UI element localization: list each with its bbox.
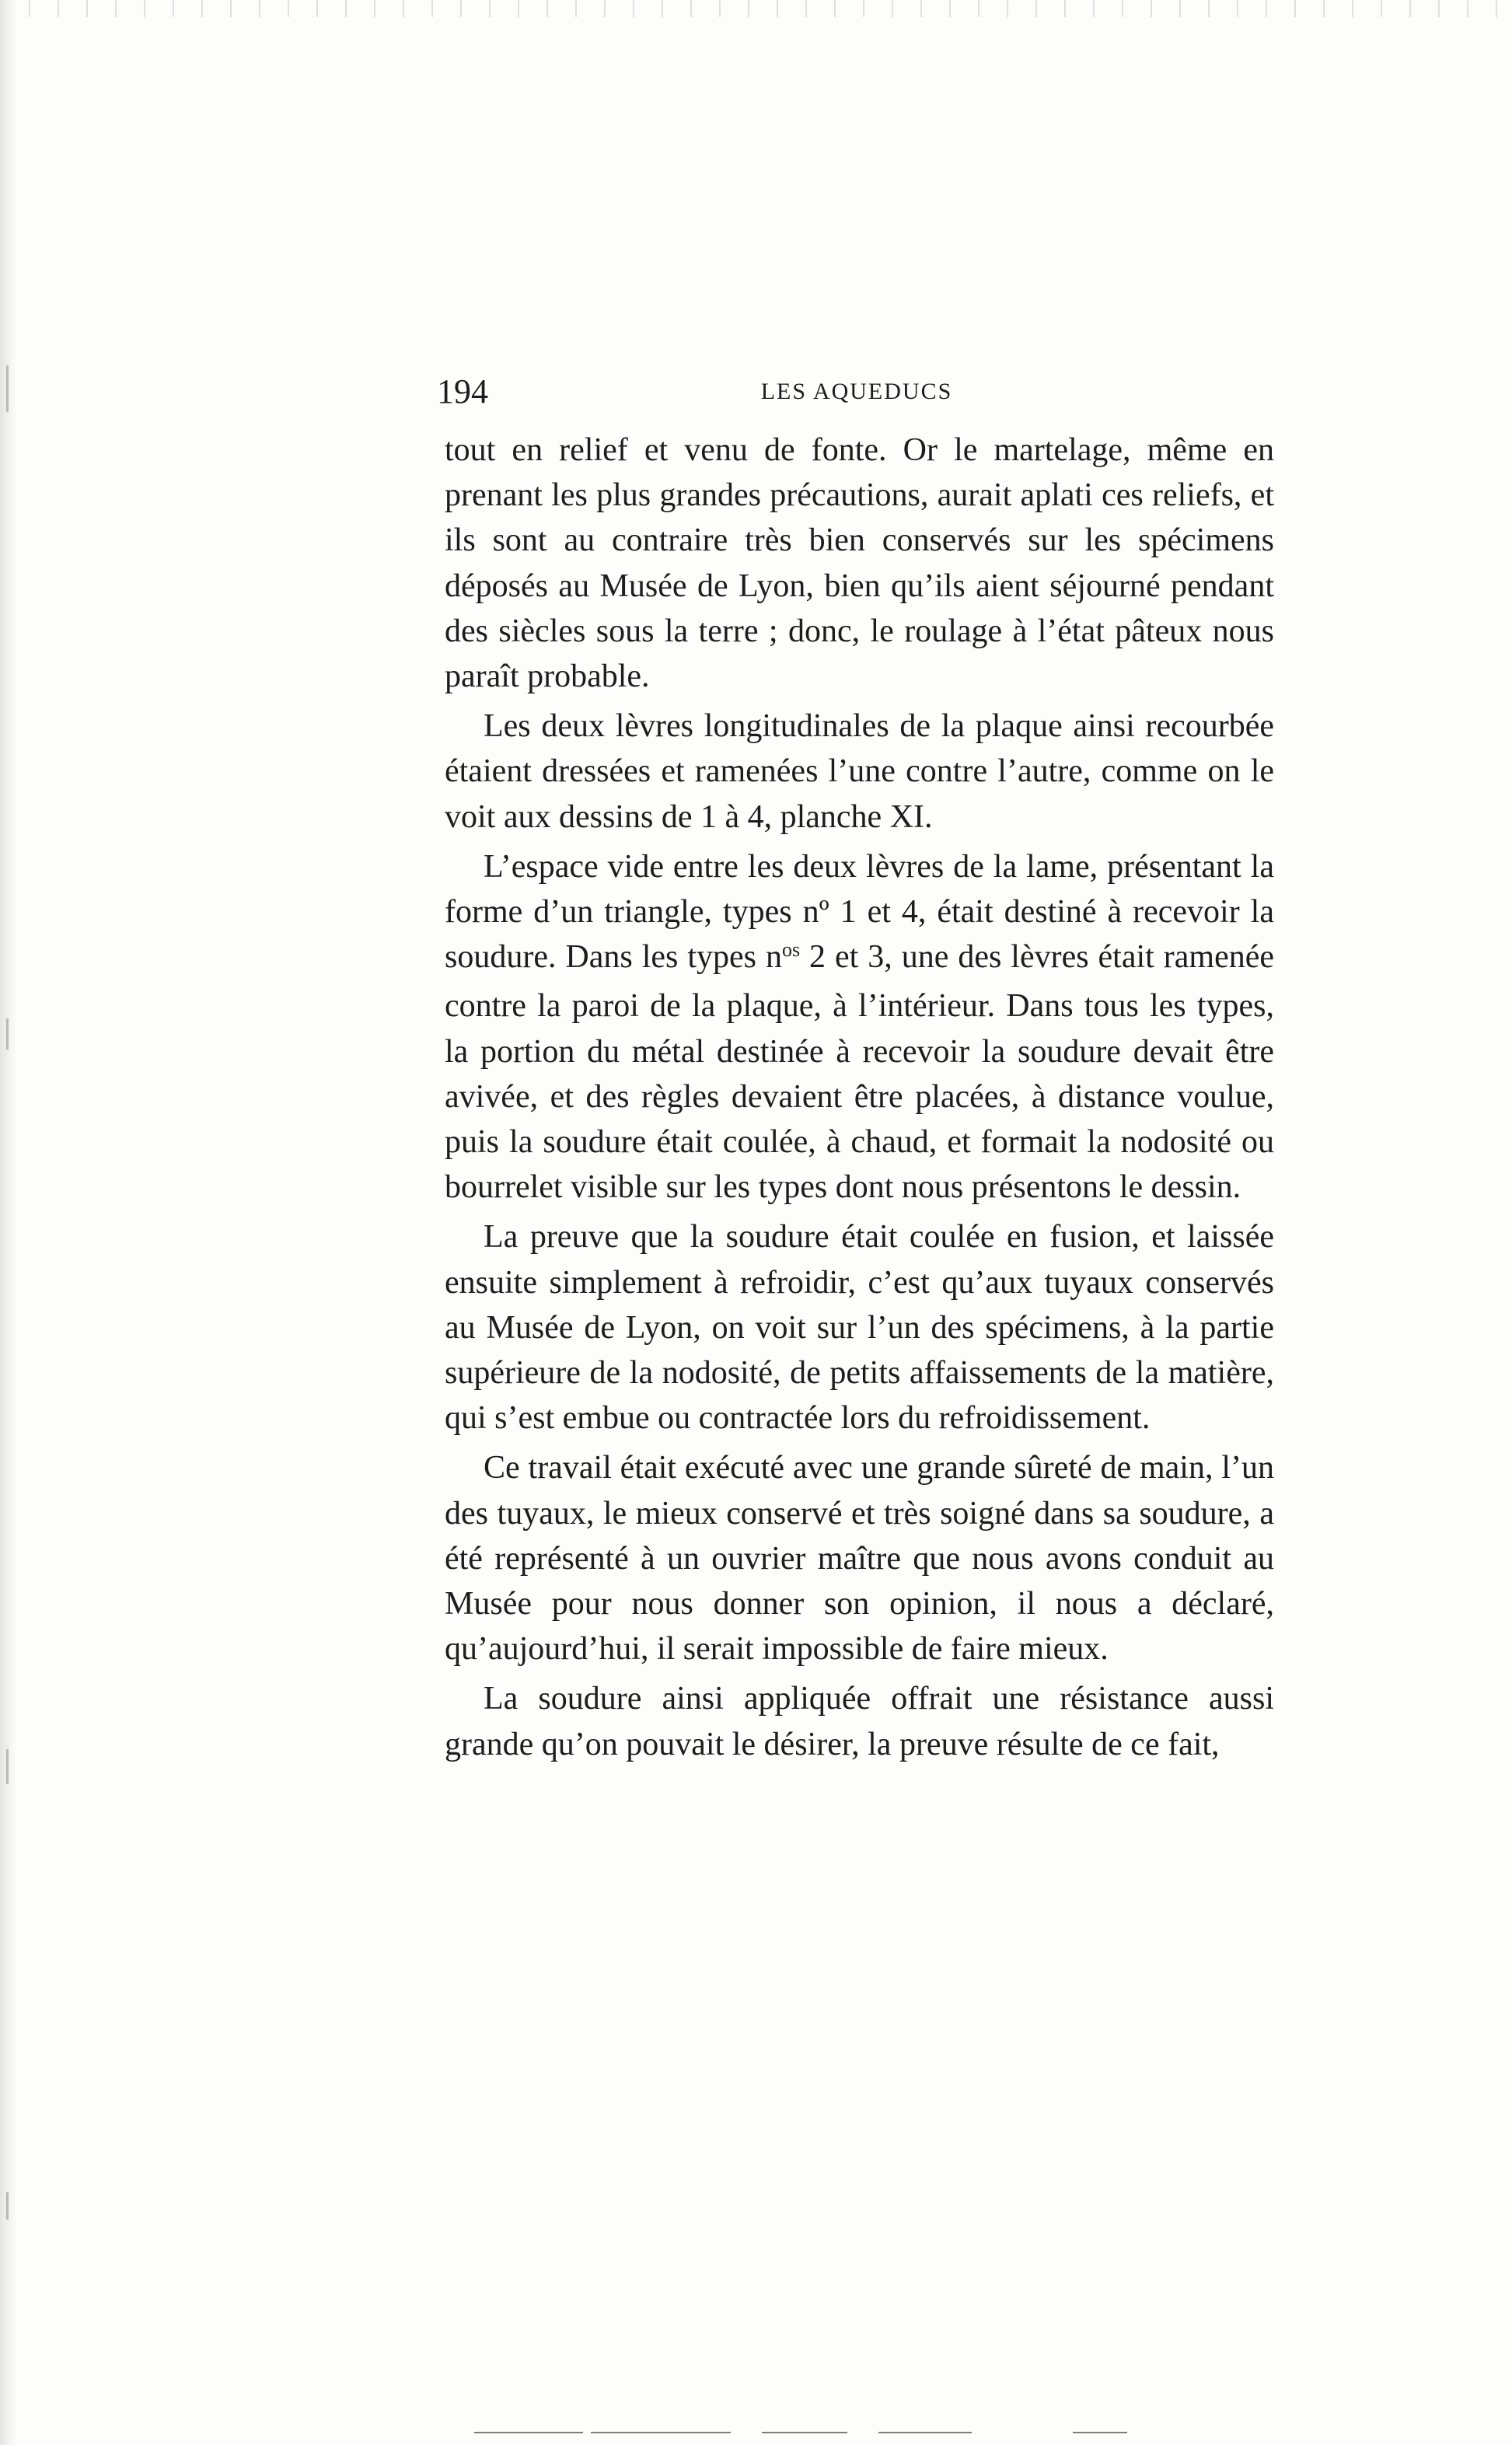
footer-rule (1073, 2432, 1127, 2433)
gutter-mark (6, 2192, 9, 2220)
page-gutter-shadow (0, 0, 17, 2445)
footer-rule (591, 2432, 731, 2433)
paragraph-4: La preuve que la soudure était coulée en fusion, et laissée ensuite simplement à refroidir, c’est qu’aux tuyaux conservés au Musée de Lyon, on voit sur l’un des spécimens, à la partie supérieure de la nodosité, de petits affaissements de la matière, qui s’est embue ou contractée lors du refroidissement. (445, 1219, 1274, 1437)
paragraph-3-part-a: L’espace vide entre les deux lèvres de la lame, présentant la forme d’un triangle, types nº 1 et 4, était destiné à recevoir la soudure. Dans les types n (445, 848, 1274, 976)
footer-rule (878, 2432, 972, 2433)
footer-rule (474, 2432, 583, 2433)
footer-rule (762, 2432, 847, 2433)
gutter-mark (6, 1749, 9, 1784)
gutter-mark (6, 1018, 9, 1050)
paragraph-2: Les deux lèvres longitudinales de la plaque ainsi recourbée étaient dressées et ramenées l’une contre l’autre, comme on le voit aux dessins de 1 à 4, planche XI. (445, 708, 1274, 835)
page-number: 194 (437, 372, 488, 410)
paragraph-1: tout en relief et venu de fonte. Or le martelage, même en prenant les plus grandes précautions, aurait aplati ces reliefs, et ils sont au contraire très bien conservés sur les spécimens déposés au Musée de Lyon, bien qu’ils aient séjourné pendant des siècles sous la terre ; donc, le roulage à l’état pâteux nous paraît probable. (445, 432, 1274, 695)
scan-speckle (0, 0, 1512, 17)
superscript-os: os (781, 938, 801, 962)
body-text (445, 428, 1274, 1772)
paragraph-3-part-b: 2 et 3, une des lèvres était ramenée contre la paroi de la plaque, à l’intérieur. Dans tous les types, la portion du métal destinée à recevoir la soudure devait être avivée, et des règles devaient être placées, à distance voulue, puis la soudure était coulée, à chaud, et formait la nodosité ou bourrelet visible sur les types dont nous présentons le dessin. (445, 939, 1274, 1206)
running-head (437, 368, 1276, 415)
gutter-mark (6, 365, 9, 412)
running-title: LES AQUEDUCS (760, 379, 953, 404)
paragraph-5: Ce travail était exécuté avec une grande sûreté de main, l’un des tuyaux, le mieux conservé et très soigné dans sa soudure, a été représenté à un ouvrier maître que nous avons conduit au Musée pour nous donner son opinion, il nous a déclaré, qu’aujourd’hui, il serait impossible de faire mieux. (445, 1450, 1274, 1668)
paragraph-3 (445, 844, 1274, 1210)
paragraph-6: La soudure ainsi appliquée offrait une résistance aussi grande qu’on pouvait le désirer, la preuve résulte de ce fait, (445, 1681, 1274, 1762)
